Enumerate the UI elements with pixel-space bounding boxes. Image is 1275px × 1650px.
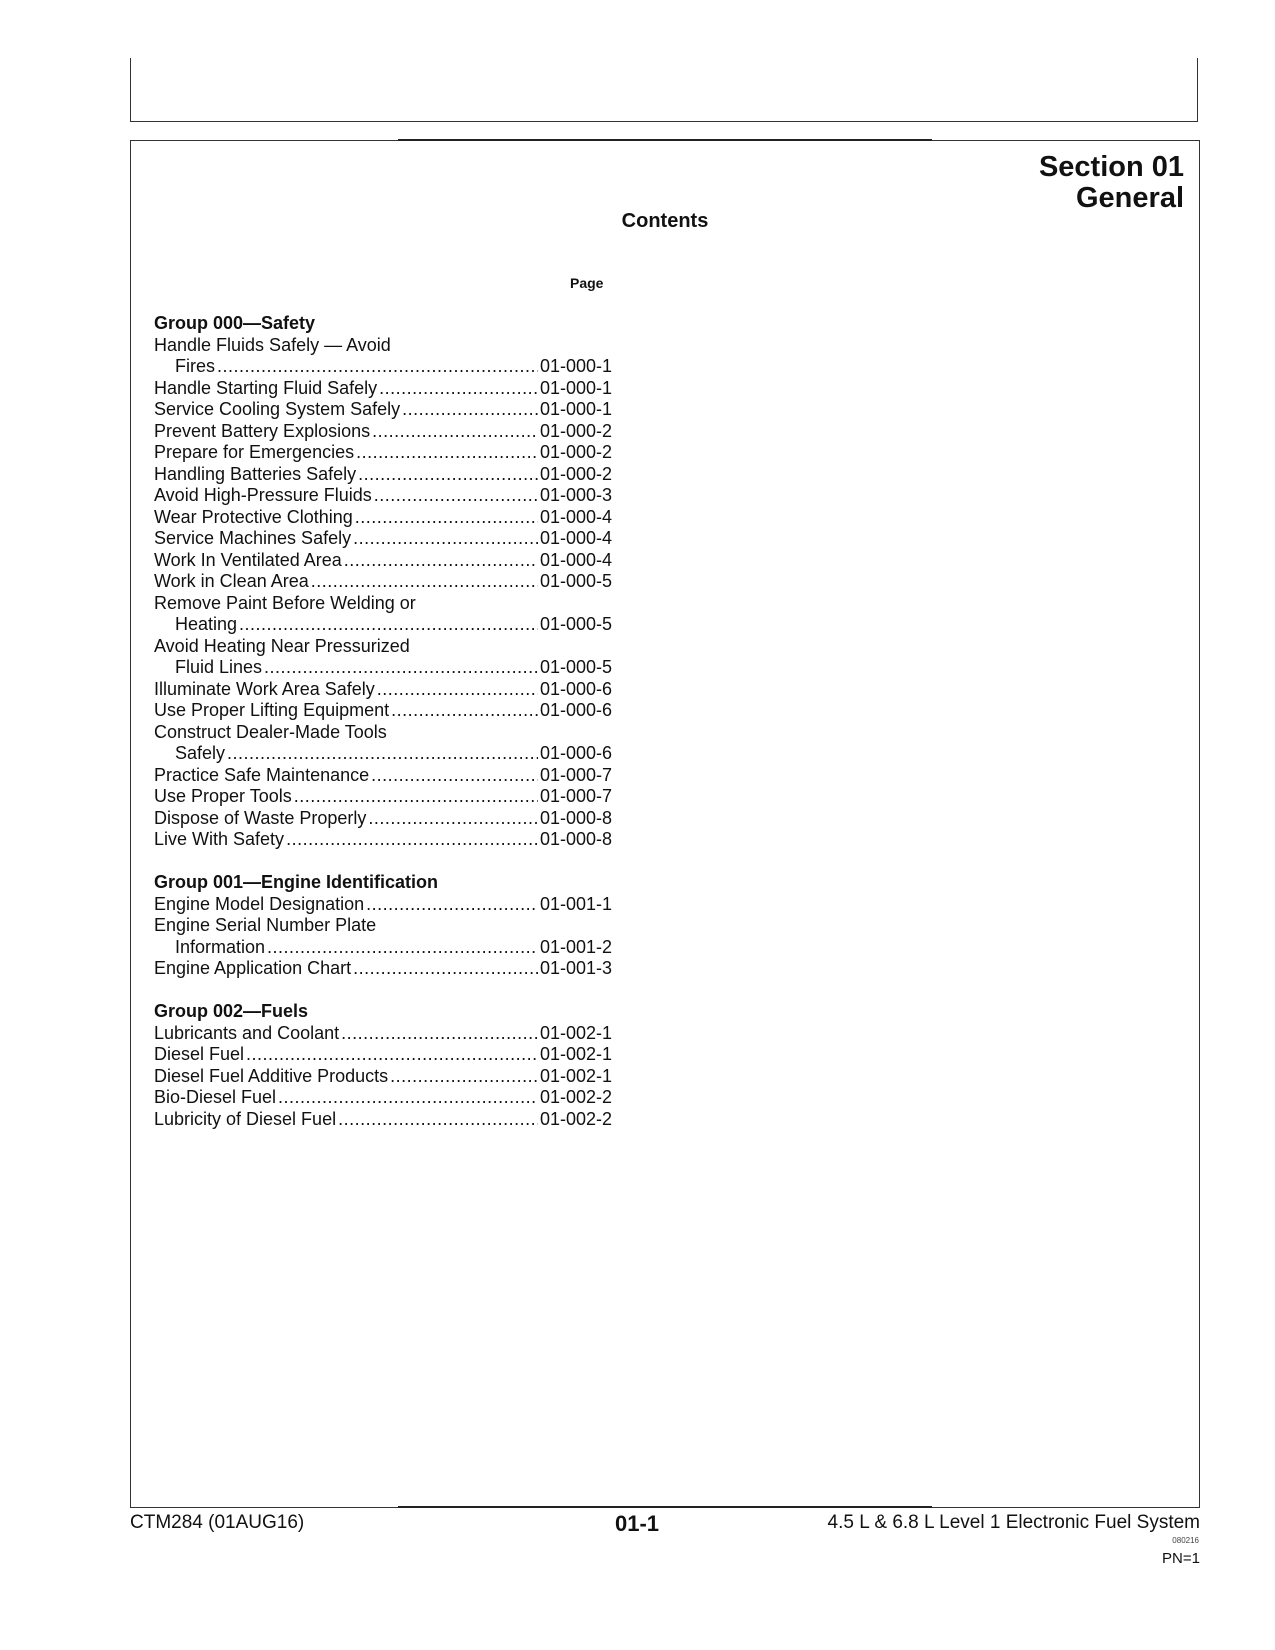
- toc-entry-title: Remove Paint Before Welding or: [154, 592, 416, 613]
- toc-entry[interactable]: [154, 528, 612, 550]
- toc-entry-page: 01-000-6: [539, 700, 612, 720]
- toc-entry[interactable]: [154, 636, 612, 679]
- footer-small-code: 080216: [1172, 1536, 1199, 1545]
- dot-leader: [338, 1109, 538, 1131]
- toc-entry[interactable]: [154, 700, 612, 722]
- dot-leader: [227, 743, 538, 765]
- dot-leader: [372, 421, 538, 443]
- toc-entry-title: Handle Starting Fluid Safely: [154, 377, 378, 398]
- dot-leader: [379, 378, 538, 400]
- dot-leader: [344, 550, 538, 572]
- toc-entry-page: 01-000-7: [539, 786, 612, 806]
- toc-entry-title: Practice Safe Maintenance: [154, 764, 370, 785]
- dot-leader: [377, 679, 538, 701]
- toc-entry[interactable]: [154, 915, 612, 958]
- toc-entry-page: 01-000-2: [539, 463, 612, 484]
- toc-entry-page: 01-000-3: [539, 485, 612, 505]
- toc-entry[interactable]: [154, 1066, 612, 1088]
- footer-manual-title: 4.5 L & 6.8 L Level 1 Electronic Fuel System: [827, 1512, 1200, 1533]
- toc-entry-page: 01-000-7: [539, 764, 612, 785]
- toc-entry[interactable]: [154, 485, 612, 507]
- dot-leader: [267, 937, 538, 959]
- top-frame-box: [130, 58, 1198, 122]
- toc-entry[interactable]: [154, 765, 612, 787]
- toc-entry-page: 01-002-2: [539, 1087, 612, 1107]
- toc-entry[interactable]: [154, 1044, 612, 1066]
- toc-entry-page: 01-000-1: [539, 356, 612, 376]
- toc-entry-title: Avoid High-Pressure Fluids: [154, 485, 372, 505]
- toc-entry-page: 01-000-6: [539, 743, 612, 763]
- dot-leader: [353, 958, 538, 980]
- toc-entry-page: 01-002-2: [539, 1108, 612, 1129]
- toc-entry-title: Bio-Diesel Fuel: [154, 1087, 277, 1107]
- dot-leader: [356, 442, 538, 464]
- toc-entry-title: Work in Clean Area: [154, 571, 309, 591]
- bottom-accent-rule: [398, 1506, 932, 1508]
- dot-leader: [264, 657, 538, 679]
- dot-leader: [217, 356, 538, 378]
- toc-entry-page: 01-000-1: [539, 399, 612, 419]
- toc-entry-title: Lubricity of Diesel Fuel: [154, 1108, 337, 1129]
- dot-leader: [341, 1023, 538, 1045]
- toc-entry-page: 01-002-1: [539, 1065, 612, 1086]
- toc-entry-title: Fluid Lines: [175, 657, 263, 677]
- toc-entry[interactable]: [154, 442, 612, 464]
- toc-entry-title: Prevent Battery Explosions: [154, 420, 371, 441]
- toc-entry-page: 01-000-5: [539, 571, 612, 591]
- dot-leader: [358, 464, 538, 486]
- toc-entry-page: 01-000-5: [539, 657, 612, 677]
- toc-entry-page: 01-002-1: [539, 1022, 612, 1043]
- toc-entry-title: Illuminate Work Area Safely: [154, 678, 375, 699]
- toc-entry[interactable]: [154, 571, 612, 593]
- top-accent-rule: [398, 139, 932, 141]
- toc-entry-title: Engine Application Chart: [154, 958, 352, 978]
- toc-entry-title: Wear Protective Clothing: [154, 506, 353, 527]
- footer-pn: PN=1: [1162, 1550, 1200, 1567]
- toc-entry[interactable]: [154, 507, 612, 529]
- toc-entry-page: 01-000-8: [539, 807, 612, 828]
- section-title: [1039, 152, 1184, 214]
- toc-entry[interactable]: [154, 1087, 612, 1109]
- toc-entry-page: 01-001-1: [539, 893, 612, 914]
- toc-entry-title: Lubricants and Coolant: [154, 1022, 340, 1043]
- toc-entry[interactable]: [154, 421, 612, 443]
- toc-entry[interactable]: [154, 1023, 612, 1045]
- dot-leader: [390, 1066, 538, 1088]
- page-column-label: Page: [570, 275, 604, 291]
- toc-entry[interactable]: [154, 722, 612, 765]
- dot-leader: [371, 765, 538, 787]
- dot-leader: [278, 1087, 538, 1109]
- toc-entry-page: 01-000-4: [539, 528, 612, 548]
- toc-entry-page: 01-002-1: [539, 1044, 612, 1064]
- dot-leader: [239, 614, 538, 636]
- toc-entry[interactable]: [154, 399, 612, 421]
- dot-leader: [368, 808, 538, 830]
- toc-entry-page: 01-000-6: [539, 678, 612, 699]
- toc-entry[interactable]: [154, 1109, 612, 1131]
- dot-leader: [391, 700, 538, 722]
- toc-entry-title: Construct Dealer-Made Tools: [154, 721, 387, 742]
- toc-entry[interactable]: [154, 829, 612, 851]
- table-of-contents: [154, 313, 612, 1152]
- section-label: Section 01: [1038, 151, 1184, 183]
- footer-page-number: 01-1: [615, 1511, 660, 1536]
- toc-entry[interactable]: [154, 378, 612, 400]
- dot-leader: [355, 507, 538, 529]
- toc-group: [154, 872, 612, 980]
- dot-leader: [311, 571, 538, 593]
- toc-entry-title: Safely: [175, 743, 226, 763]
- toc-entry-title: Engine Serial Number Plate: [154, 915, 377, 935]
- toc-entry-page: 01-000-5: [539, 614, 612, 634]
- toc-entry-page: 01-000-4: [539, 549, 612, 570]
- toc-entry[interactable]: [154, 958, 612, 980]
- toc-entry-title: Fires: [175, 356, 215, 376]
- dot-leader: [353, 528, 538, 550]
- toc-entry-title: Use Proper Lifting Equipment: [154, 700, 390, 720]
- dot-leader: [286, 829, 538, 851]
- toc-entry-title: Live With Safety: [154, 829, 285, 849]
- toc-group-title: Group 000—Safety: [154, 313, 316, 333]
- toc-entry[interactable]: [154, 593, 612, 636]
- toc-entry-title: Work In Ventilated Area: [154, 549, 342, 570]
- footer-doc-id: CTM284 (01AUG16): [130, 1512, 305, 1533]
- toc-entry-title: Engine Model Designation: [154, 893, 365, 914]
- toc-entry-page: 01-000-2: [539, 420, 612, 441]
- toc-entry[interactable]: [154, 786, 612, 808]
- toc-entry-page: 01-000-2: [539, 442, 612, 462]
- dot-leader: [246, 1044, 538, 1066]
- toc-entry[interactable]: [154, 550, 612, 572]
- toc-entry-page: 01-001-2: [539, 936, 612, 957]
- toc-entry[interactable]: [154, 679, 612, 701]
- toc-entry-title: Diesel Fuel: [154, 1044, 245, 1064]
- dot-leader: [402, 399, 538, 421]
- toc-entry-title: Handle Fluids Safely — Avoid: [154, 334, 391, 355]
- toc-group: [154, 313, 612, 851]
- toc-entry[interactable]: [154, 335, 612, 378]
- toc-entry-title: Heating: [175, 614, 238, 634]
- toc-entry-page: 01-000-4: [539, 506, 612, 527]
- toc-entry-title: Avoid Heating Near Pressurized: [154, 635, 410, 656]
- contents-heading: Contents: [621, 210, 709, 232]
- toc-entry-title: Diesel Fuel Additive Products: [154, 1065, 389, 1086]
- toc-entry-title: Use Proper Tools: [154, 786, 292, 806]
- dot-leader: [366, 894, 538, 916]
- toc-entry-title: Prepare for Emergencies: [154, 442, 355, 462]
- toc-entry[interactable]: [154, 464, 612, 486]
- toc-group-title: Group 001—Engine Identification: [154, 872, 439, 892]
- dot-leader: [294, 786, 538, 808]
- toc-entry-title: Service Machines Safely: [154, 528, 352, 548]
- toc-entry[interactable]: [154, 894, 612, 916]
- toc-entry-page: 01-000-8: [539, 829, 612, 849]
- section-name: General: [1076, 182, 1184, 214]
- toc-entry-title: Information: [175, 936, 266, 957]
- toc-entry-title: Service Cooling System Safely: [154, 399, 401, 419]
- toc-entry-title: Handling Batteries Safely: [154, 463, 357, 484]
- toc-entry-page: 01-001-3: [539, 958, 612, 978]
- toc-group-title: Group 002—Fuels: [154, 1001, 309, 1021]
- toc-group: [154, 1001, 612, 1130]
- dot-leader: [374, 485, 538, 507]
- toc-entry-title: Dispose of Waste Properly: [154, 807, 367, 828]
- toc-entry-page: 01-000-1: [539, 377, 612, 398]
- toc-entry[interactable]: [154, 808, 612, 830]
